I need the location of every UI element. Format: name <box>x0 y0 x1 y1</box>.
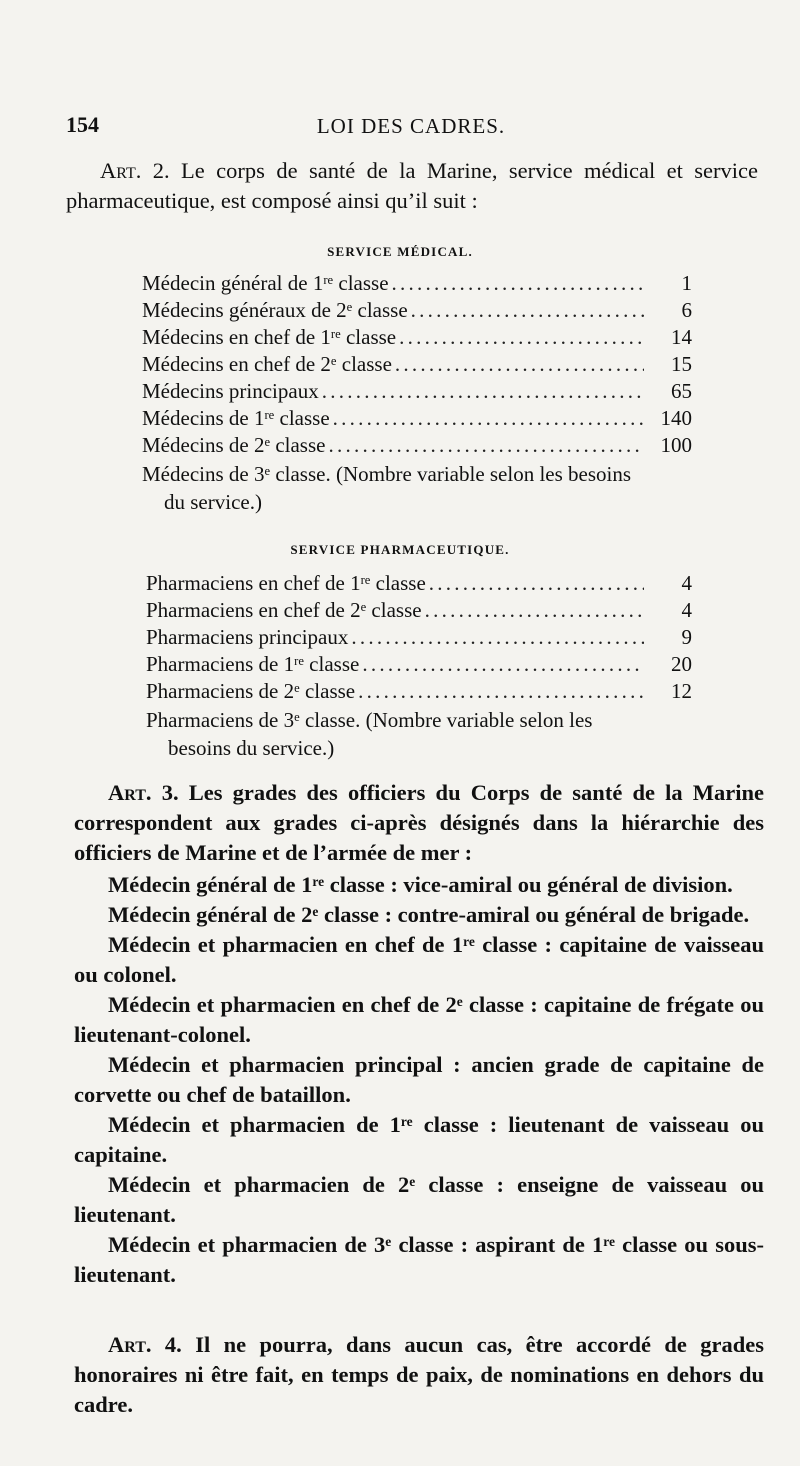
list-item: Pharmaciens en chef de 2e classe . . . 4 <box>146 597 692 624</box>
list-item: Médecins de 1re classe . . . 140 <box>142 405 692 432</box>
list-item: Pharmaciens en chef de 1re classe . . . 4 <box>146 570 692 597</box>
count-value: 140 <box>660 406 692 430</box>
list-item: Pharmaciens de 2e classe . . . 12 <box>146 678 692 705</box>
list-item: Pharmaciens principaux . . . 9 <box>146 624 692 651</box>
rank-line: Médecin général de 2e classe : contre-amiral ou général de brigade. <box>108 902 750 927</box>
count-value: 12 <box>671 679 692 703</box>
rank-line: Médecin et pharmacien en chef de 1re classe : capitaine de vaisseau ou colonel. <box>74 932 764 987</box>
count-value: 15 <box>671 352 692 376</box>
article-4-label: Art. 4. <box>108 1332 182 1357</box>
article-3-label: Art. 3. <box>108 780 179 805</box>
section-heading-medical: SERVICE MÉDICAL. <box>327 244 473 259</box>
running-title: LOI DES CADRES. <box>316 114 506 138</box>
list-item: Médecins en chef de 2e classe . . . 15 <box>142 351 692 378</box>
list-item: Médecin général de 1re classe . . . 1 <box>142 270 692 297</box>
rank-line: Médecin général de 1re classe : vice-amiral ou général de division. <box>108 872 733 897</box>
count-value: 9 <box>681 625 692 649</box>
pharmaceutical-staff-list <box>146 570 692 762</box>
list-item: Médecins de 2e classe . . . 100 <box>142 432 692 459</box>
list-item: Pharmaciens de 1re classe . . . 20 <box>146 651 692 678</box>
count-value: 14 <box>671 325 692 349</box>
list-item: Médecins en chef de 1re classe . . . 14 <box>142 324 692 351</box>
article-4-paragraph: Art. 4. Il ne pourra, dans aucun cas, être accordé de grades honoraires ni être fait, en temps de paix, de nominations en dehors du cadre. <box>74 1332 765 1417</box>
section-heading-pharmaceutical: SERVICE PHARMACEUTIQUE. <box>290 542 510 557</box>
rank-line: Médecin et pharmacien en chef de 2e classe : capitaine de frégate ou lieutenant-colonel. <box>74 992 764 1047</box>
count-value: 4 <box>681 598 692 622</box>
article-2-text: Le corps de santé de la Marine, service médical et service pharmaceutique, est composé ainsi qu’il suit : <box>66 158 758 213</box>
rank-line: Médecin et pharmacien de 1re classe : lieutenant de vaisseau ou capitaine. <box>74 1112 764 1167</box>
count-value: 65 <box>671 379 692 403</box>
article-2-label: Art. 2. <box>100 158 170 183</box>
article-3-intro: Art. 3. Les grades des officiers du Corps de santé de la Marine correspondent aux grades ci-après désignés dans la hiérarchie des officiers de Marine et de l’armée de mer : <box>74 780 764 865</box>
count-value: 100 <box>660 433 692 457</box>
count-value: 4 <box>681 571 692 595</box>
article-3-rank-list <box>74 870 764 1290</box>
rank-line: Médecin et pharmacien de 2e classe : enseigne de vaisseau ou lieutenant. <box>74 1172 764 1227</box>
article-2-paragraph <box>66 156 758 216</box>
list-item: Médecins généraux de 2e classe . . . 6 <box>142 297 692 324</box>
count-value: 20 <box>671 652 692 676</box>
medical-staff-list <box>142 270 692 516</box>
count-value: 6 <box>681 298 692 322</box>
pharmaceutical-note: Pharmaciens de 3e classe. (Nombre variable selon les besoins du service.) <box>146 708 593 760</box>
medical-note: Médecins de 3e classe. (Nombre variable selon les besoins du service.) <box>142 462 632 514</box>
page-number: 154 <box>66 112 99 137</box>
count-value: 1 <box>681 271 692 295</box>
rank-line: Médecin et pharmacien de 3e classe : aspirant de 1re classe ou sous-lieutenant. <box>74 1232 764 1287</box>
rank-line: Médecin et pharmacien principal : ancien grade de capitaine de corvette ou chef de bataillon. <box>74 1052 764 1107</box>
page-header <box>66 112 756 144</box>
list-item: Médecins principaux . . . 65 <box>142 378 692 405</box>
